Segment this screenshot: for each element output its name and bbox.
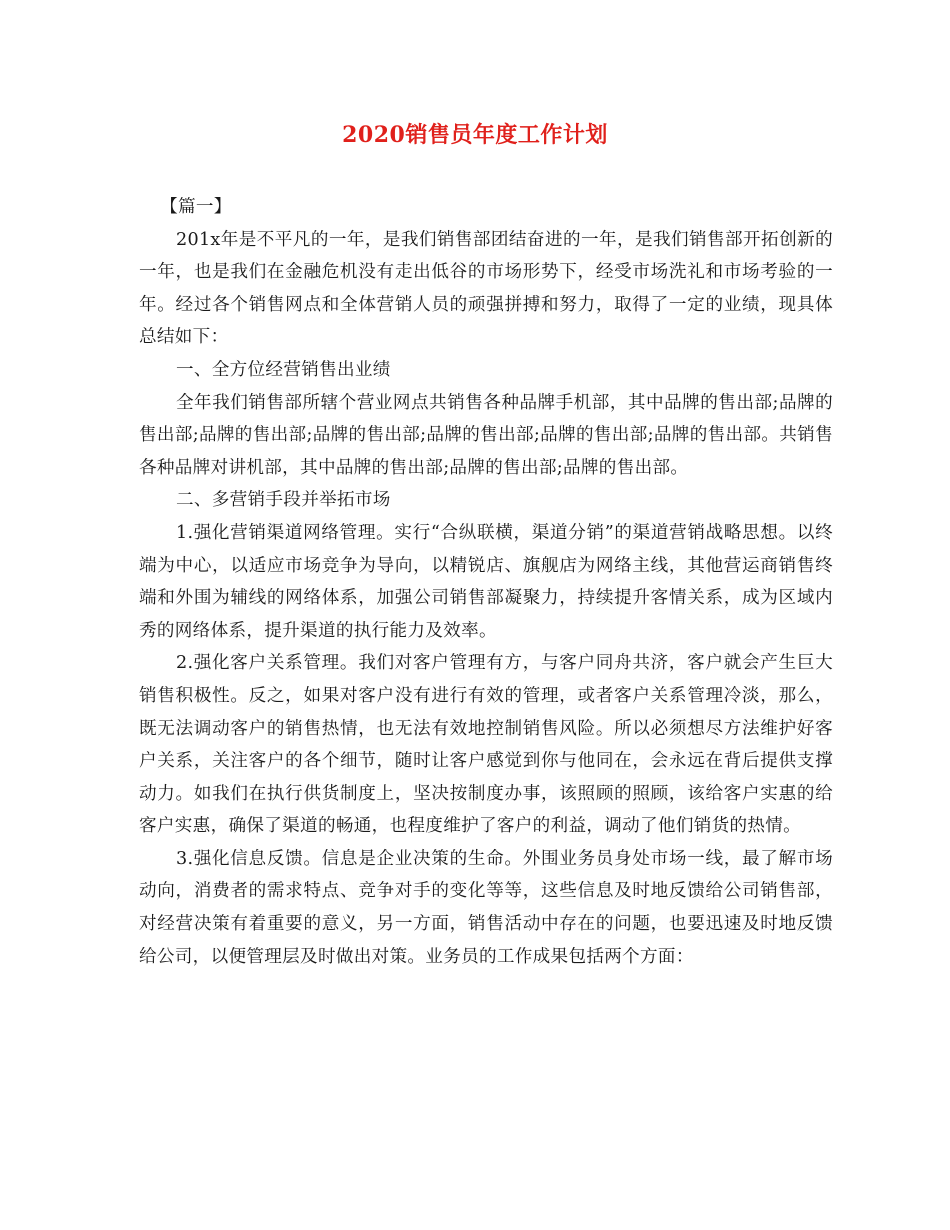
heading-two: 二、多营销手段并举拓市场 <box>175 490 391 511</box>
section-label: 【篇一】 <box>160 197 232 217</box>
document-title: 2020销售员年度工作计划 <box>342 122 608 148</box>
paragraph-sales-figures: 全年我们销售部所辖个营业网点共销售各种品牌手机部，其中品牌的售出部;品牌的售出部;品牌的售出部;品牌的售出部;品牌的售出部;品牌的售出部;品牌的售出部。共销售各种品牌对讲机部，其中品牌的售出部;品牌的售出部;品牌的售出部。 <box>139 392 833 478</box>
paragraph-channel-management: 1.强化营销渠道网络管理。实行“合纵联横，渠道分销”的渠道营销战略思想。以终端为中心，以适应市场竞争为导向，以精锐店、旗舰店为网络主线，其他营运商销售终端和外围为辅线的网络体系，加强公司销售部凝聚力，持续提升客情关系，成为区域内秀的网络体系，提升渠道的执行能力及效率。 <box>139 522 833 641</box>
paragraph-information-feedback: 3.强化信息反馈。信息是企业决策的生命。外围业务员身处市场一线，最了解市场动向，消费者的需求特点、竞争对手的变化等等，这些信息及时地反馈给公司销售部，对经营决策有着重要的意义，另一方面，销售活动中存在的问题，也要迅速及时地反馈给公司，以便管理层及时做出对策。业务员的工作成果包括两个方面： <box>139 848 833 967</box>
heading-one: 一、全方位经营销售出业绩 <box>175 359 391 380</box>
paragraph-intro: 201x年是不平凡的一年，是我们销售部团结奋进的一年，是我们销售部开拓创新的一年，也是我们在金融危机没有走出低谷的市场形势下，经受市场洗礼和市场考验的一年。经过各个销售网点和全体营销人员的顽强拼搏和努力，取得了一定的业绩，现具体总结如下： <box>139 229 833 348</box>
document-body <box>139 191 833 973</box>
paragraph-customer-relations: 2.强化客户关系管理。我们对客户管理有方，与客户同舟共济，客户就会产生巨大销售积极性。反之，如果对客户没有进行有效的管理，或者客户关系管理冷淡，那么，既无法调动客户的销售热情，也无法有效地控制销售风险。所以必须想尽方法维护好客户关系，关注客户的各个细节，随时让客户感觉到你与他同在，会永远在背后提供支撑动力。如我们在执行供货制度上，坚决按制度办事，该照顾的照顾，该给客户实惠的给客户实惠，确保了渠道的畅通，也程度维护了客户的利益，调动了他们销货的热情。 <box>139 653 833 837</box>
